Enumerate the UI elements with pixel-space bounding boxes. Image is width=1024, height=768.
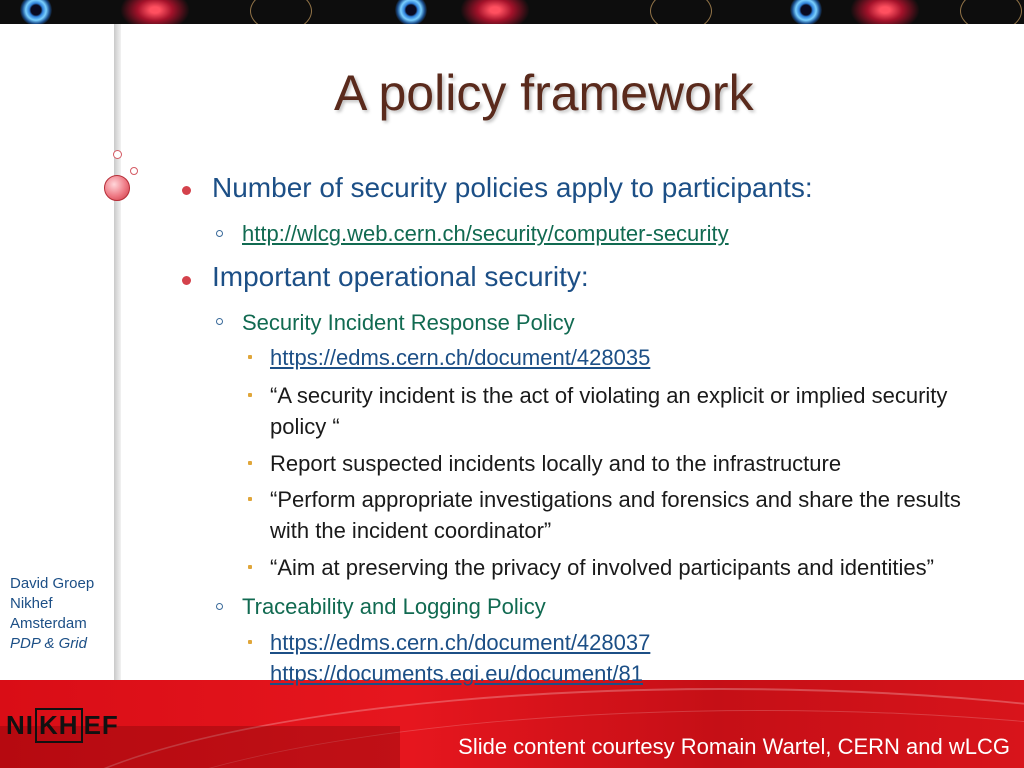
eye-graphic-icon (20, 0, 52, 24)
author-block (10, 574, 94, 654)
bullet-ring-icon (216, 603, 223, 610)
burst-graphic-icon (850, 0, 920, 24)
bullet-square-icon (248, 640, 252, 644)
eye-graphic-icon (395, 0, 427, 24)
bullet-operational: Important operational security: (212, 261, 589, 292)
aim-privacy: “Aim at preserving the privacy of involved participants and identities” (270, 555, 934, 580)
bullet-dot-icon (182, 276, 191, 285)
bullet-participants: Number of security policies apply to participants: (212, 172, 813, 203)
sirp-label: Security Incident Response Policy (242, 310, 575, 335)
bullet-square-icon (248, 393, 252, 397)
perform-investigations-line1: “Perform appropriate investigations and forensics and share the results (270, 487, 961, 512)
sirp-doc-link[interactable]: https://edms.cern.ch/document/428035 (270, 345, 651, 370)
bullet-ring-icon (216, 230, 223, 237)
tlp-edms-link[interactable]: https://edms.cern.ch/document/428037 (270, 630, 651, 655)
slide-title: A policy framework (334, 65, 754, 121)
bullet-square-icon (248, 461, 252, 465)
author-city: Amsterdam (10, 615, 87, 632)
author-org: Nikhef (10, 595, 53, 612)
wire-graphic-icon (650, 0, 712, 24)
bullet-square-icon (248, 355, 252, 359)
report-incidents: Report suspected incidents locally and to the infrastructure (270, 451, 842, 476)
wlcg-security-link[interactable]: http://wlcg.web.cern.ch/security/computer-security (242, 221, 729, 246)
bubble-icon (130, 167, 138, 175)
bullet-square-icon (248, 497, 252, 501)
wire-graphic-icon (250, 0, 312, 24)
eye-graphic-icon (790, 0, 822, 24)
bullet-square-icon (248, 565, 252, 569)
author-topic: PDP & Grid (10, 635, 87, 652)
tlp-egi-link[interactable]: https://documents.egi.eu/document/81 (270, 661, 644, 686)
bubble-icon (104, 175, 130, 201)
author-name: David Groep (10, 575, 95, 592)
header-banner (0, 0, 1024, 24)
bubble-icon (113, 150, 122, 159)
perform-investigations-line2: with the incident coordinator” (270, 518, 552, 543)
quote-incident-line1: “A security incident is the act of violating an explicit or implied security (270, 383, 948, 408)
tlp-label: Traceability and Logging Policy (242, 594, 546, 619)
left-divider (114, 24, 121, 688)
bullet-dot-icon (182, 186, 191, 195)
nikhef-logo: NI KH EF (6, 708, 122, 744)
bullet-ring-icon (216, 318, 223, 325)
wire-graphic-icon (960, 0, 1022, 24)
burst-graphic-icon (120, 0, 190, 24)
quote-incident-line2: policy “ (270, 414, 340, 439)
burst-graphic-icon (460, 0, 530, 24)
footer-credit: Slide content courtesy Romain Wartel, CERN and wLCG (458, 734, 1010, 759)
